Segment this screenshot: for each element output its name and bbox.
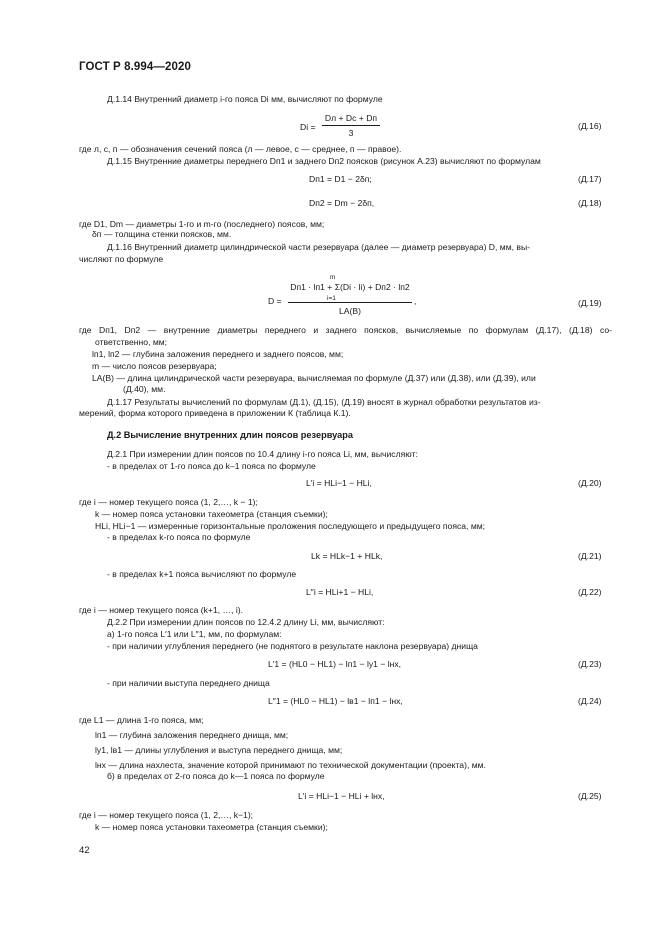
page-number: 42 [79,845,90,856]
where-d19-d: m — число поясов резервуара; [92,361,217,371]
where-d19-b: ответственно, мм; [95,337,168,347]
formula-d23: L′1 = (HL0 − HL1) − lп1 − lу1 − lнх, [268,659,402,669]
paragraph-d221-c: - в пределах k+1 пояса вычисляют по формуле [107,569,297,579]
paragraph-d117-a: Д.1.17 Результаты вычислений по формулам (Д.1), (Д.15), (Д.19) вносят в журнал обработки результатов из- [107,397,541,407]
where-d18-a: где D1, Dm — диаметры 1-го и m-го (последнего) поясов, мм; [79,219,325,229]
paragraph-d116-b: числяют по формуле [79,254,164,264]
where-d24-a: где L1 — длина 1-го пояса, мм; [79,715,204,725]
paragraph-d114: Д.1.14 Внутренний диаметр i-го пояса Di мм, вычисляют по формуле [107,94,383,104]
where-d20-c: HLi, HLi−1 — измеренные горизонтальные проложения последующего и предыдущего пояса, мм; [95,521,486,531]
where-d19-c: lп1, lп2 — глубина заложения переднего и заднего поясов, мм; [92,349,344,359]
where-d19-e: LA(B) — длина цилиндрической части резервуара, вычисляемая по формуле (Д.37) или (Д.38), или (Д.39), или [92,373,536,383]
where-d24-c: lу1, lв1 — длины углубления и выступа переднего днища, мм; [95,745,343,755]
paragraph-d221: Д.2.1 При измерении длин поясов по 10.4 длину i-го пояса Li, мм, вычисляют: [107,449,418,459]
formula-d24: L″1 = (HL0 − HL1) − lв1 − lп1 − lнх, [268,696,403,706]
formula-number-d16: (Д.16) [578,121,602,131]
fraction-bar [288,302,412,303]
formula-number-d20: (Д.20) [578,478,602,488]
where-d19-f: (Д.40), мм. [123,384,166,394]
formula-number-d17: (Д.17) [578,174,602,184]
formula-d19-denominator: LA(B) [339,306,361,316]
paragraph-d222-c: - при наличии выступа переднего днища [107,678,270,688]
where-d20-b: k — номер пояса установки тахеометра (станция съемки); [95,509,328,519]
section-heading-d2: Д.2 Вычисление внутренних длин поясов резервуара [107,430,353,440]
formula-d19-lhs: D = [268,296,282,306]
where-d25-b: k — номер пояса установки тахеометра (станция съемки); [95,822,328,832]
where-d20-a: где i — номер текущего пояса (1, 2,…, k − 1); [79,497,258,507]
formula-number-d22: (Д.22) [578,587,602,597]
formula-number-d18: (Д.18) [578,198,602,208]
formula-d19-sum-upper: m [330,274,336,281]
formula-number-d19: (Д.19) [578,298,602,308]
where-d25-a: где i — номер текущего пояса (1, 2,…, k−1); [79,810,254,820]
formula-number-d24: (Д.24) [578,696,602,706]
fraction-bar [322,125,380,126]
formula-d20: L′i = HLi−1 − HLi, [306,478,372,488]
formula-d25: L′i = HLi−1 − HLi + lнх, [298,791,385,801]
paragraph-d117-b: мерений, форма которого приведена в приложении К (таблица К.1). [79,408,351,418]
formula-d21: Lk = HLk−1 + HLk, [311,551,383,561]
paragraph-d222: Д.2.2 При измерении длин поясов по 12.4.2 длину Li, мм, вычисляют: [107,617,385,627]
formula-d16-lhs: Di = [300,122,316,132]
formula-d19-numerator: Dп1 · lп1 + Σ(Di · li) + Dп2 · lп2 [290,282,410,292]
formula-d19-sum-lower: i=1 [327,295,336,302]
formula-d17: Dп1 = D1 − 2δп; [309,174,372,184]
paragraph-d222-d: б) в пределах от 2-го пояса до k—1 пояса по формуле [107,771,325,781]
where-d16: где л, с, п — обозначения сечений пояса (л — левое, с — среднее, п — правое). [79,144,402,154]
paragraph-d221-b: - в пределах k-го пояса по формуле [107,532,251,542]
page-header: ГОСТ Р 8.994—2020 [79,61,191,73]
formula-d18: Dп2 = Dm − 2δп, [309,198,375,208]
formula-d22: L″i = HLi+1 − HLi, [306,587,374,597]
formula-d16-numerator: Dл + Dс + Dп [324,113,378,123]
paragraph-d115: Д.1.15 Внутренние диаметры переднего Dп1 и заднего Dп2 поясков (рисунок А.23) вычисляют по формулам [107,156,541,166]
formula-d19-comma: , [414,296,417,306]
paragraph-d222-b: - при наличии углубления переднего (не поднятого в результате наклона резервуара) днища [107,641,478,651]
where-d22: где i — номер текущего пояса (k+1, …, i). [79,605,244,615]
formula-number-d21: (Д.21) [578,551,602,561]
where-d24-d: lнх — длина нахлеста, значение которой принимают по технической документации (проекта), мм. [95,760,486,770]
where-d19-a: где Dп1, Dп2 — внутренние диаметры переднего и заднего поясков, вычисляемые по формулам (Д.17), (Д.18) со- [79,325,612,335]
formula-number-d23: (Д.23) [578,659,602,669]
paragraph-d221-a: - в пределах от 1-го пояса до k–1 пояса по формуле [107,461,316,471]
where-d18-b: δп — толщина стенки поясков, мм. [92,229,232,239]
paragraph-d222-a: а) 1-го пояса L′1 или L″1, мм, по формулам: [107,629,282,639]
formula-d16-denominator: 3 [348,128,354,138]
paragraph-d116-a: Д.1.16 Внутренний диаметр цилиндрической части резервуара (далее — диаметр резервуара) D, мм, вы- [107,242,530,252]
where-d24-b: lп1 — глубина заложения переднего днища, мм; [95,730,289,740]
formula-number-d25: (Д.25) [578,791,602,801]
